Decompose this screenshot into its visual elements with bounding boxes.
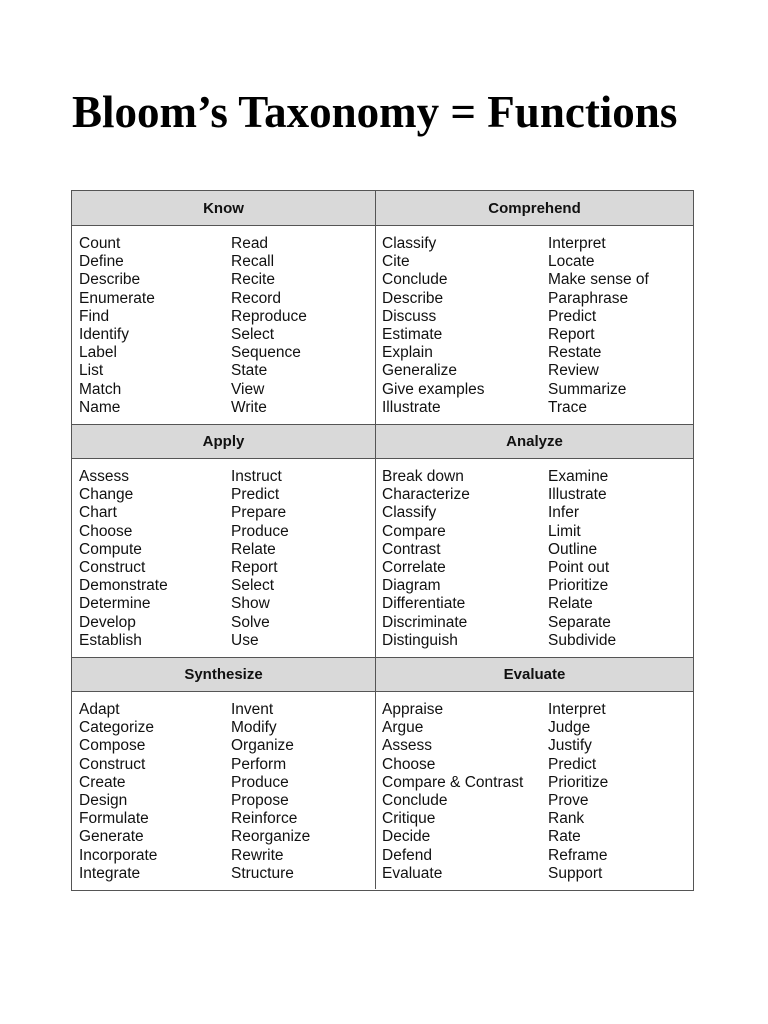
header-evaluate: Evaluate bbox=[376, 657, 693, 692]
verb-item: Formulate bbox=[79, 810, 149, 828]
evaluate-cell bbox=[376, 692, 693, 889]
verb-item: Contrast bbox=[382, 540, 441, 558]
analyze-words-col-2 bbox=[548, 468, 616, 650]
verb-item: Point out bbox=[548, 559, 610, 577]
verb-item: Compare bbox=[382, 522, 446, 540]
verb-item: Design bbox=[79, 792, 128, 810]
apply-words-col-1 bbox=[79, 468, 168, 650]
verb-item: Enumerate bbox=[79, 289, 155, 307]
verb-item: Establish bbox=[79, 631, 142, 649]
verb-item: Prove bbox=[548, 792, 589, 810]
verb-item: Classify bbox=[382, 504, 437, 522]
verb-item: Interpret bbox=[548, 701, 606, 718]
verb-item: Prepare bbox=[231, 504, 287, 522]
verb-item: Demonstrate bbox=[79, 577, 168, 595]
verb-item: Adapt bbox=[79, 701, 120, 718]
evaluate-words-col-2 bbox=[548, 701, 608, 883]
verb-item: Defend bbox=[382, 846, 432, 864]
header-synthesize: Synthesize bbox=[72, 657, 376, 692]
verb-item: Illustrate bbox=[548, 486, 607, 504]
verb-item: Evaluate bbox=[382, 864, 443, 882]
verb-item: Conclude bbox=[382, 271, 448, 289]
verb-item: Structure bbox=[231, 864, 294, 882]
verb-item: Support bbox=[548, 864, 603, 882]
apply-words-col-2 bbox=[231, 468, 289, 650]
verb-item: Define bbox=[79, 253, 124, 271]
verb-item: Solve bbox=[231, 613, 270, 631]
verb-item: Develop bbox=[79, 613, 136, 631]
verb-item: Propose bbox=[231, 792, 289, 810]
verb-item: Restate bbox=[548, 344, 602, 362]
body-row-1 bbox=[72, 226, 693, 424]
verb-item: List bbox=[79, 362, 104, 380]
header-apply: Apply bbox=[72, 424, 376, 459]
verb-item: Compute bbox=[79, 540, 142, 558]
verb-item: Conclude bbox=[382, 792, 448, 810]
header-row-1 bbox=[72, 191, 693, 226]
verb-item: Differentiate bbox=[382, 595, 466, 613]
analyze-words-col-1 bbox=[382, 468, 470, 650]
verb-item: Report bbox=[231, 559, 278, 577]
verb-item: Recall bbox=[231, 253, 275, 271]
verb-item: Estimate bbox=[382, 326, 443, 344]
verb-item: Generalize bbox=[382, 362, 457, 380]
verb-item: Diagram bbox=[382, 577, 441, 595]
verb-item: Review bbox=[548, 362, 599, 380]
verb-item: Categorize bbox=[79, 719, 154, 737]
verb-item: Organize bbox=[231, 737, 294, 755]
verb-item: Determine bbox=[79, 595, 151, 613]
verb-item: Rewrite bbox=[231, 846, 284, 864]
verb-item: Subdivide bbox=[548, 631, 617, 649]
verb-item: Reinforce bbox=[231, 810, 298, 828]
verb-item: Select bbox=[231, 326, 275, 344]
verb-item: Prioritize bbox=[548, 773, 609, 791]
verb-item: Perform bbox=[231, 755, 287, 773]
verb-item: Correlate bbox=[382, 559, 446, 577]
verb-item: Rate bbox=[548, 828, 581, 846]
verb-item: Characterize bbox=[382, 486, 470, 504]
apply-cell bbox=[72, 459, 376, 657]
verb-item: Modify bbox=[231, 719, 277, 737]
analyze-cell bbox=[376, 459, 693, 657]
verb-item: Produce bbox=[231, 522, 289, 540]
verb-item: Generate bbox=[79, 828, 144, 846]
verb-item: Select bbox=[231, 577, 275, 595]
verb-item: Locate bbox=[548, 253, 595, 271]
verb-item: Invent bbox=[231, 701, 274, 718]
verb-item: Compose bbox=[79, 737, 146, 755]
header-row-3 bbox=[72, 657, 693, 692]
verb-item: Predict bbox=[548, 755, 597, 773]
synthesize-words-col-2 bbox=[231, 701, 310, 883]
verb-item: Distinguish bbox=[382, 631, 458, 649]
comprehend-cell bbox=[376, 226, 693, 424]
verb-item: Assess bbox=[382, 737, 432, 755]
verb-item: Separate bbox=[548, 613, 611, 631]
verb-item: View bbox=[231, 380, 265, 398]
verb-item: State bbox=[231, 362, 268, 380]
verb-item: Appraise bbox=[382, 701, 444, 718]
page-title: Bloom’s Taxonomy = Functions bbox=[72, 87, 678, 137]
verb-item: Infer bbox=[548, 504, 580, 522]
verb-item: Rank bbox=[548, 810, 585, 828]
verb-item: Create bbox=[79, 773, 126, 791]
verb-item: Argue bbox=[382, 719, 424, 737]
verb-item: Summarize bbox=[548, 380, 627, 398]
verb-item: Incorporate bbox=[79, 846, 158, 864]
taxonomy-table bbox=[71, 190, 694, 891]
verb-item: Match bbox=[79, 380, 122, 398]
verb-item: Critique bbox=[382, 810, 436, 828]
verb-item: Relate bbox=[231, 540, 276, 558]
verb-item: Justify bbox=[548, 737, 592, 755]
comprehend-words-col-1 bbox=[382, 235, 485, 417]
verb-item: Record bbox=[231, 289, 281, 307]
verb-item: Interpret bbox=[548, 235, 606, 252]
body-row-2 bbox=[72, 459, 693, 657]
verb-item: Recite bbox=[231, 271, 275, 289]
verb-item: Prioritize bbox=[548, 577, 609, 595]
verb-item: Reproduce bbox=[231, 307, 307, 325]
verb-item: Choose bbox=[79, 522, 133, 540]
verb-item: Find bbox=[79, 307, 110, 325]
verb-item: Read bbox=[231, 235, 269, 252]
verb-item: Describe bbox=[79, 271, 141, 289]
verb-item: Identify bbox=[79, 326, 129, 344]
verb-item: Show bbox=[231, 595, 270, 613]
verb-item: Chart bbox=[79, 504, 117, 522]
verb-item: Construct bbox=[79, 755, 146, 773]
verb-item: Sequence bbox=[231, 344, 301, 362]
header-row-2 bbox=[72, 424, 693, 459]
verb-item: Predict bbox=[231, 486, 280, 504]
know-cell bbox=[72, 226, 376, 424]
verb-item: Paraphrase bbox=[548, 289, 629, 307]
synthesize-words-col-1 bbox=[79, 701, 157, 883]
verb-item: Give examples bbox=[382, 380, 485, 398]
verb-item: Explain bbox=[382, 344, 433, 362]
verb-item: Name bbox=[79, 398, 121, 416]
verb-item: Break down bbox=[382, 468, 464, 485]
verb-item: Write bbox=[231, 398, 267, 416]
verb-item: Decide bbox=[382, 828, 431, 846]
verb-item: Limit bbox=[548, 522, 581, 540]
verb-item: Construct bbox=[79, 559, 146, 577]
synthesize-cell bbox=[72, 692, 376, 889]
verb-item: Report bbox=[548, 326, 595, 344]
verb-item: Judge bbox=[548, 719, 591, 737]
verb-item: Change bbox=[79, 486, 134, 504]
verb-item: Discriminate bbox=[382, 613, 468, 631]
verb-item: Compare & Contrast bbox=[382, 773, 524, 791]
verb-item: Make sense of bbox=[548, 271, 649, 289]
verb-item: Integrate bbox=[79, 864, 141, 882]
verb-item: Cite bbox=[382, 253, 410, 271]
verb-item: Describe bbox=[382, 289, 444, 307]
verb-item: Predict bbox=[548, 307, 597, 325]
verb-item: Reorganize bbox=[231, 828, 311, 846]
body-row-3 bbox=[72, 692, 693, 889]
verb-item: Discuss bbox=[382, 307, 437, 325]
evaluate-words-col-1 bbox=[382, 701, 523, 883]
header-comprehend: Comprehend bbox=[376, 191, 693, 226]
verb-item: Choose bbox=[382, 755, 436, 773]
verb-item: Assess bbox=[79, 468, 129, 485]
header-know: Know bbox=[72, 191, 376, 226]
verb-item: Examine bbox=[548, 468, 609, 485]
verb-item: Instruct bbox=[231, 468, 282, 485]
verb-item: Count bbox=[79, 235, 121, 252]
verb-item: Use bbox=[231, 631, 259, 649]
know-words-col-2 bbox=[231, 235, 307, 417]
verb-item: Label bbox=[79, 344, 117, 362]
verb-item: Classify bbox=[382, 235, 437, 252]
verb-item: Produce bbox=[231, 773, 289, 791]
verb-item: Reframe bbox=[548, 846, 608, 864]
comprehend-words-col-2 bbox=[548, 235, 649, 417]
verb-item: Outline bbox=[548, 540, 598, 558]
header-analyze: Analyze bbox=[376, 424, 693, 459]
know-words-col-1 bbox=[79, 235, 155, 417]
verb-item: Illustrate bbox=[382, 398, 441, 416]
verb-item: Relate bbox=[548, 595, 593, 613]
verb-item: Trace bbox=[548, 398, 588, 416]
